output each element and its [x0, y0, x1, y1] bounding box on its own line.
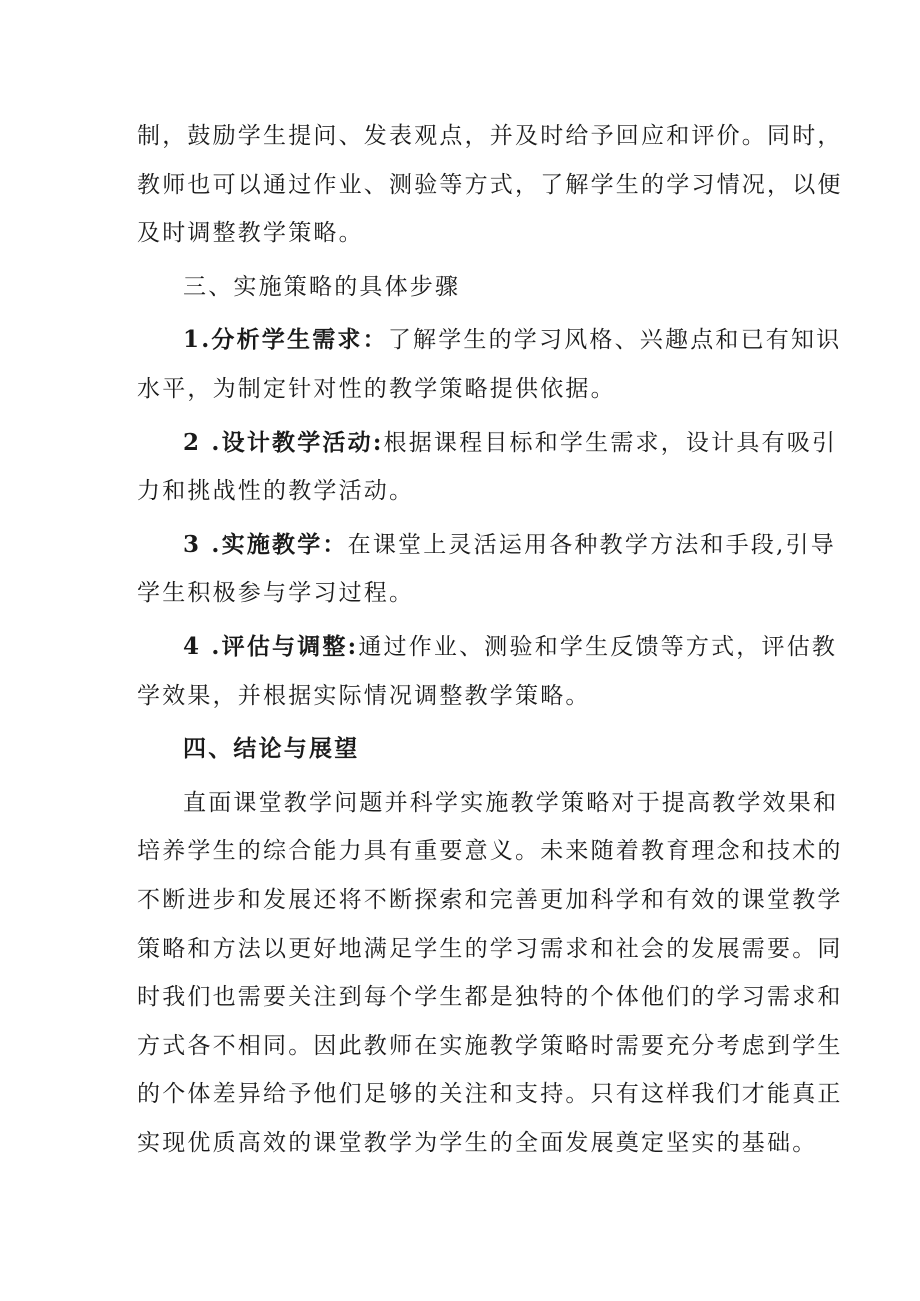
step-1-line-2: 水平，为制定针对性的教学策略提供依据。 [137, 375, 616, 402]
paragraph-line: 及时调整教学策略。 [137, 220, 364, 247]
conclusion-line: 策略和方法以更好地满足学生的学习需求和社会的发展需要。同 [137, 935, 843, 962]
step-2-line-2: 力和挑战性的教学活动。 [137, 478, 415, 505]
conclusion-line: 培养学生的综合能力具有重要意义。未来随着教育理念和技术的 [137, 838, 843, 865]
conclusion-line: 时我们也需要关注到每个学生都是独特的个体他们的学习需求和 [137, 984, 843, 1011]
step-1-label: 1.分析学生需求： [183, 326, 388, 354]
conclusion-line: 实现优质高效的课堂教学为学生的全面发展奠定坚实的基础。 [137, 1129, 818, 1156]
step-2-label: 2 .设计教学活动: [183, 428, 384, 456]
step-4-text: 通过作业、测验和学生反馈等方式，评估教 [358, 633, 838, 660]
conclusion-line: 方式各不相同。因此教师在实施教学策略时需要充分考虑到学生 [137, 1032, 843, 1059]
step-4-label: 4 .评估与调整: [183, 632, 359, 660]
conclusion-line: 直面课堂教学问题并科学实施教学策略对于提高教学效果和 [183, 789, 839, 816]
step-2-text: 根据课程目标和学生需求，设计具有吸引 [383, 429, 838, 456]
step-1-text: 了解学生的学习风格、兴趣点和已有知识 [387, 327, 842, 354]
step-3-text: 在课堂上灵活运用各种教学方法和手段,引导 [347, 531, 836, 558]
section-heading-4: 四、结论与展望 [183, 735, 360, 763]
paragraph-line: 制，鼓励学生提问、发表观点，并及时给予回应和评价。同时， [137, 123, 843, 149]
step-3-line-1 [137, 521, 836, 570]
step-4-line-2: 学效果，并根据实际情况调整教学策略。 [137, 682, 591, 709]
step-1-line-1 [137, 316, 842, 365]
step-2-line-1 [137, 419, 838, 468]
step-3-line-2: 学生积极参与学习过程。 [137, 580, 415, 607]
document-page [137, 112, 843, 1167]
section-heading-3: 三、实施策略的具体步骤 [183, 273, 461, 300]
step-4-line-1 [137, 623, 838, 672]
conclusion-line: 的个体差异给予他们足够的关注和支持。只有这样我们才能真正 [137, 1081, 843, 1108]
conclusion-line: 不断进步和发展还将不断探索和完善更加科学和有效的课堂教学 [137, 886, 843, 913]
step-3-label: 3 .实施教学： [183, 530, 348, 558]
paragraph-line: 教师也可以通过作业、测验等方式，了解学生的学习情况，以便 [137, 171, 843, 198]
